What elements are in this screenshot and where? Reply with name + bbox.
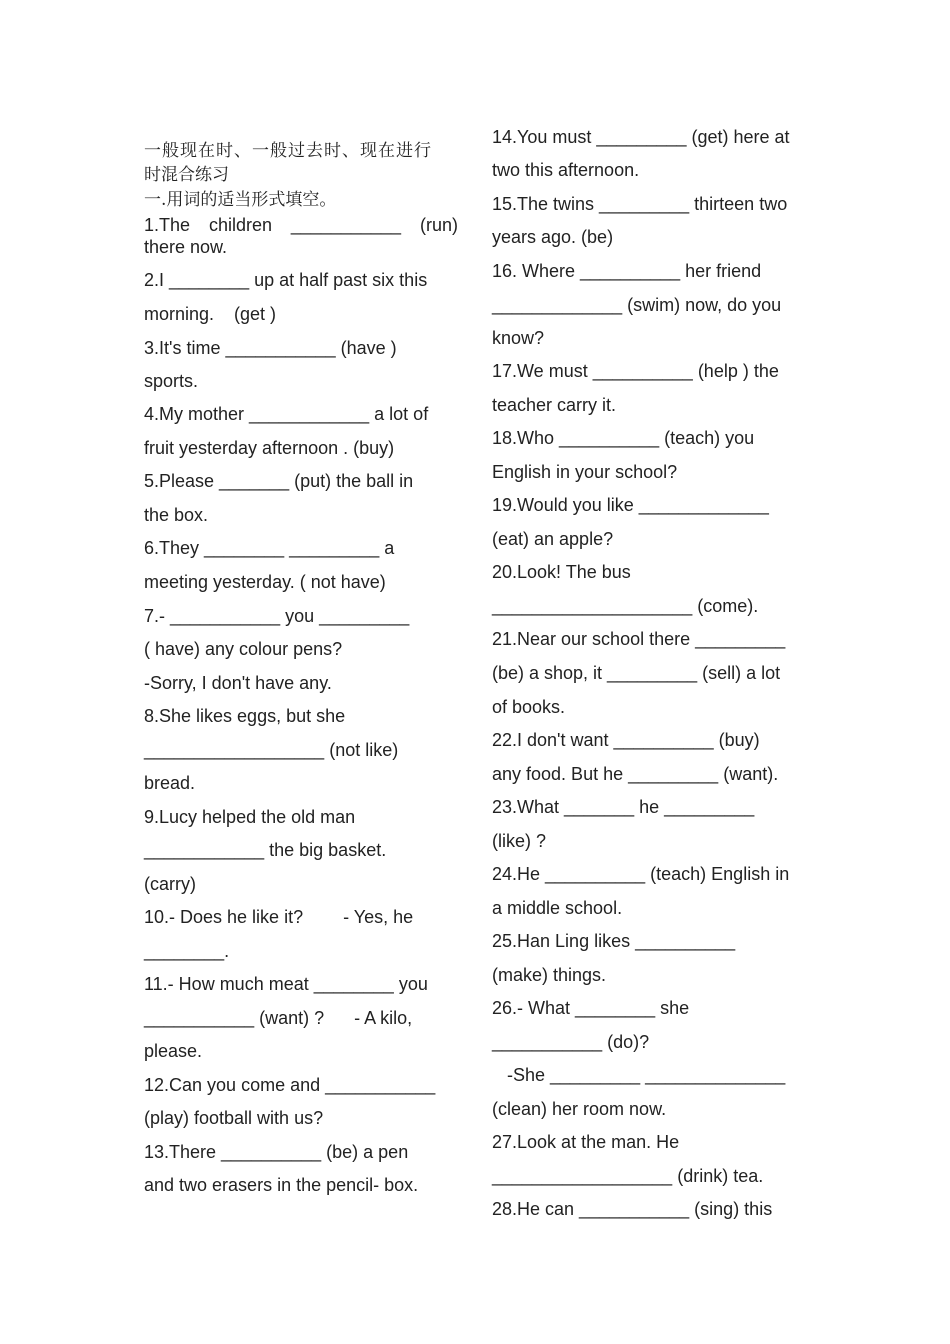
question-22-line-2: any food. But he _________ (want). xyxy=(492,764,779,784)
question-27-line-2: __________________ (drink) tea. xyxy=(492,1166,764,1186)
question-11-line-1: 11.- How much meat ________ you xyxy=(144,974,428,994)
question-6-line-2: meeting yesterday. ( not have) xyxy=(144,572,386,592)
question-23-line-1: 23.What _______ he _________ xyxy=(492,797,755,817)
question-16-line-1: 16. Where __________ her friend xyxy=(492,261,762,281)
question-5-line-1: 5.Please _______ (put) the ball in xyxy=(144,471,414,491)
question-20-line-1: 20.Look! The bus xyxy=(492,562,631,582)
title-line-1: 一般现在时、一般过去时、现在进行 xyxy=(144,141,432,161)
question-3-line-2: sports. xyxy=(144,371,199,391)
question-4-line-2: fruit yesterday afternoon . (buy) xyxy=(144,438,395,458)
question-20-line-2: ____________________ (come). xyxy=(492,596,759,616)
question-26-line-3: -She _________ ______________ xyxy=(492,1065,786,1085)
question-18-line-2: English in your school? xyxy=(492,462,678,482)
question-1-line-2: there now. xyxy=(144,237,228,257)
question-6-line-1: 6.They ________ _________ a xyxy=(144,538,395,558)
section-heading: 一.用词的适当形式填空。 xyxy=(144,190,337,210)
question-27-line-1: 27.Look at the man. He xyxy=(492,1132,680,1152)
question-12-line-2: (play) football with us? xyxy=(144,1108,324,1128)
question-15-line-2: years ago. (be) xyxy=(492,227,614,247)
title-line-2: 时混合练习 xyxy=(144,165,229,185)
question-19-line-2: (eat) an apple? xyxy=(492,529,614,549)
question-2-line-1: 2.I ________ up at half past six this xyxy=(144,270,428,290)
question-3-line-1: 3.It's time ___________ (have ) xyxy=(144,338,397,358)
question-9-line-1: 9.Lucy helped the old man xyxy=(144,807,356,827)
question-21-line-1: 21.Near our school there _________ xyxy=(492,629,786,649)
q1-blank: ___________ xyxy=(290,215,402,235)
q1-word-3: (run) xyxy=(419,215,458,235)
question-10-line-2: ________. xyxy=(144,941,230,961)
question-9-line-2: ____________ the big basket. xyxy=(144,840,387,860)
question-13-line-1: 13.There __________ (be) a pen xyxy=(144,1142,409,1162)
question-21-line-2: (be) a shop, it _________ (sell) a lot xyxy=(492,663,781,683)
question-25-line-2: (make) things. xyxy=(492,965,607,985)
question-8-line-3: bread. xyxy=(144,773,196,793)
question-5-line-2: the box. xyxy=(144,505,209,525)
question-13-line-2: and two erasers in the pencil- box. xyxy=(144,1175,419,1195)
question-10-line-1: 10.- Does he like it? - Yes, he xyxy=(144,907,414,927)
question-14-line-1: 14.You must _________ (get) here at xyxy=(492,127,790,147)
question-17-line-1: 17.We must __________ (help ) the xyxy=(492,361,779,381)
question-11-line-2: ___________ (want) ? - A kilo, xyxy=(144,1008,413,1028)
q1-word-2: children xyxy=(208,215,272,235)
question-26-line-2: ___________ (do)? xyxy=(492,1032,650,1052)
question-25-line-1: 25.Han Ling likes __________ xyxy=(492,931,736,951)
question-17-line-2: teacher carry it. xyxy=(492,395,617,415)
question-8-line-1: 8.She likes eggs, but she xyxy=(144,706,346,726)
question-1-line-1 xyxy=(144,215,458,235)
question-21-line-3: of books. xyxy=(492,697,566,717)
question-9-line-3: (carry) xyxy=(144,874,196,894)
question-26-line-1: 26.- What ________ she xyxy=(492,998,690,1018)
question-22-line-1: 22.I don't want __________ (buy) xyxy=(492,730,760,750)
question-26-line-4: (clean) her room now. xyxy=(492,1099,667,1119)
question-7-line-1: 7.- ___________ you _________ xyxy=(144,606,410,626)
question-24-line-2: a middle school. xyxy=(492,898,623,918)
question-14-line-2: two this afternoon. xyxy=(492,160,640,180)
q1-word-1: 1.The xyxy=(144,215,191,235)
question-16-line-2: _____________ (swim) now, do you xyxy=(492,295,782,315)
question-16-line-3: know? xyxy=(492,328,545,348)
question-18-line-1: 18.Who __________ (teach) you xyxy=(492,428,755,448)
question-19-line-1: 19.Would you like _____________ xyxy=(492,495,769,515)
question-4-line-1: 4.My mother ____________ a lot of xyxy=(144,404,429,424)
question-24-line-1: 24.He __________ (teach) English in xyxy=(492,864,790,884)
question-11-line-3: please. xyxy=(144,1041,203,1061)
question-7-line-2: ( have) any colour pens? xyxy=(144,639,343,659)
question-7-line-3: -Sorry, I don't have any. xyxy=(144,673,332,693)
question-23-line-2: (like) ? xyxy=(492,831,547,851)
question-12-line-1: 12.Can you come and ___________ xyxy=(144,1075,436,1095)
question-15-line-1: 15.The twins _________ thirteen two xyxy=(492,194,788,214)
question-8-line-2: __________________ (not like) xyxy=(144,740,399,760)
question-2-line-2: morning. (get ) xyxy=(144,304,277,324)
question-28-line-1: 28.He can ___________ (sing) this xyxy=(492,1199,773,1219)
